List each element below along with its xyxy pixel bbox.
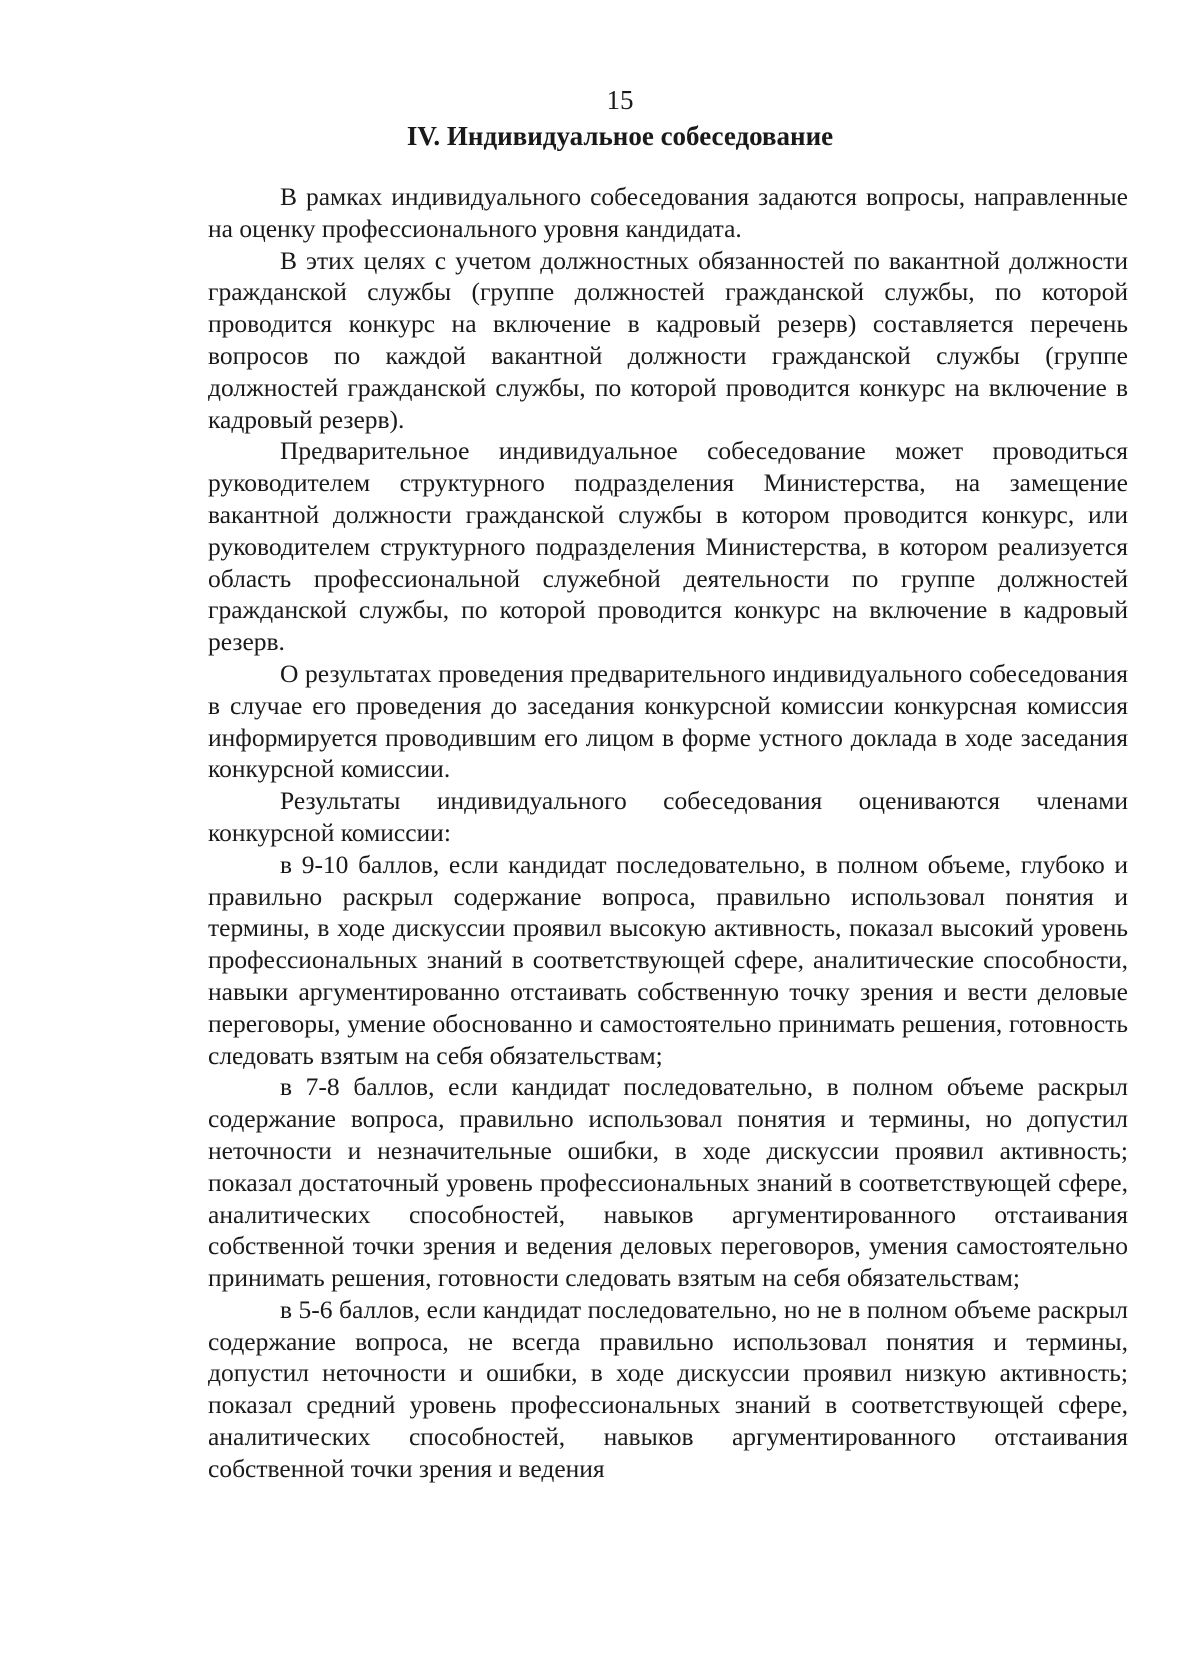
paragraph-preliminary-interview: Предварительное индивидуальное собеседование может проводиться руководителем структурного подразделения Министерства, на замещение вакантной должности гражданской службы в котором проводится конкурс, или руководителем структурного подразделения Министерства, в котором реализуется область профессиональной служебной деятельности по группе должностей гражданской службы, по которой проводится конкурс на включение в кадровый резерв. [208, 436, 1128, 657]
paragraph-question-list: В этих целях с учетом должностных обязанностей по вакантной должности гражданской службы (группе должностей гражданской службы, по которой проводится конкурс на включение в кадровый резерв) составляется перечень вопросов по каждой вакантной должности гражданской службы (группе должностей гражданской службы, по которой проводится конкурс на включение в кадровый резерв). [208, 245, 1128, 434]
paragraph-evaluation-intro: Результаты индивидуального собеседования оцениваются членами конкурсной комиссии: [208, 786, 1128, 847]
page-number: 15 [606, 85, 634, 115]
section-title: IV. Индивидуальное собеседование [406, 121, 834, 151]
paragraph-score-7-8: в 7-8 баллов, если кандидат последовательно, в полном объеме раскрыл содержание вопроса, правильно использовал понятия и термины, но допустил неточности и незначительные ошибки, в ходе дискуссии проявил активность; показал достаточный уровень профессиональных знаний в соответствующей сфере, аналитических способностей, навыков аргументированного отстаивания собственной точки зрения и ведения деловых переговоров, умения самостоятельно принимать решения, готовности следовать взятым на себя обязательствам; [208, 1072, 1128, 1293]
paragraph-preliminary-results: О результатах проведения предварительного индивидуального собеседования в случае его проведения до заседания конкурсной комиссии конкурсная комиссия информируется проводившим его лицом в форме устного доклада в ходе заседания конкурсной комиссии. [208, 658, 1128, 784]
paragraph-interview-purpose: В рамках индивидуального собеседования задаются вопросы, направленные на оценку профессионального уровня кандидата. [208, 182, 1128, 243]
body-text [208, 181, 1128, 1485]
paragraph-score-9-10: в 9-10 баллов, если кандидат последовательно, в полном объеме, глубоко и правильно раскрыл содержание вопроса, правильно использовал понятия и термины, в ходе дискуссии проявил высокую активность, показал высокий уровень профессиональных знаний в соответствующей сфере, аналитические способности, навыки аргументированно отстаивать собственную точку зрения и вести деловые переговоры, умение обоснованно и самостоятельно принимать решения, готовность следовать взятым на себя обязательствам; [208, 849, 1128, 1070]
paragraph-score-5-6: в 5-6 баллов, если кандидат последовательно, но не в полном объеме раскрыл содержание вопроса, не всегда правильно использовал понятия и термины, допустил неточности и ошибки, в ходе дискуссии проявил низкую активность; показал средний уровень профессиональных знаний в соответствующей сфере, аналитических способностей, навыков аргументированного отстаивания собственной точки зрения и ведения [208, 1294, 1128, 1483]
